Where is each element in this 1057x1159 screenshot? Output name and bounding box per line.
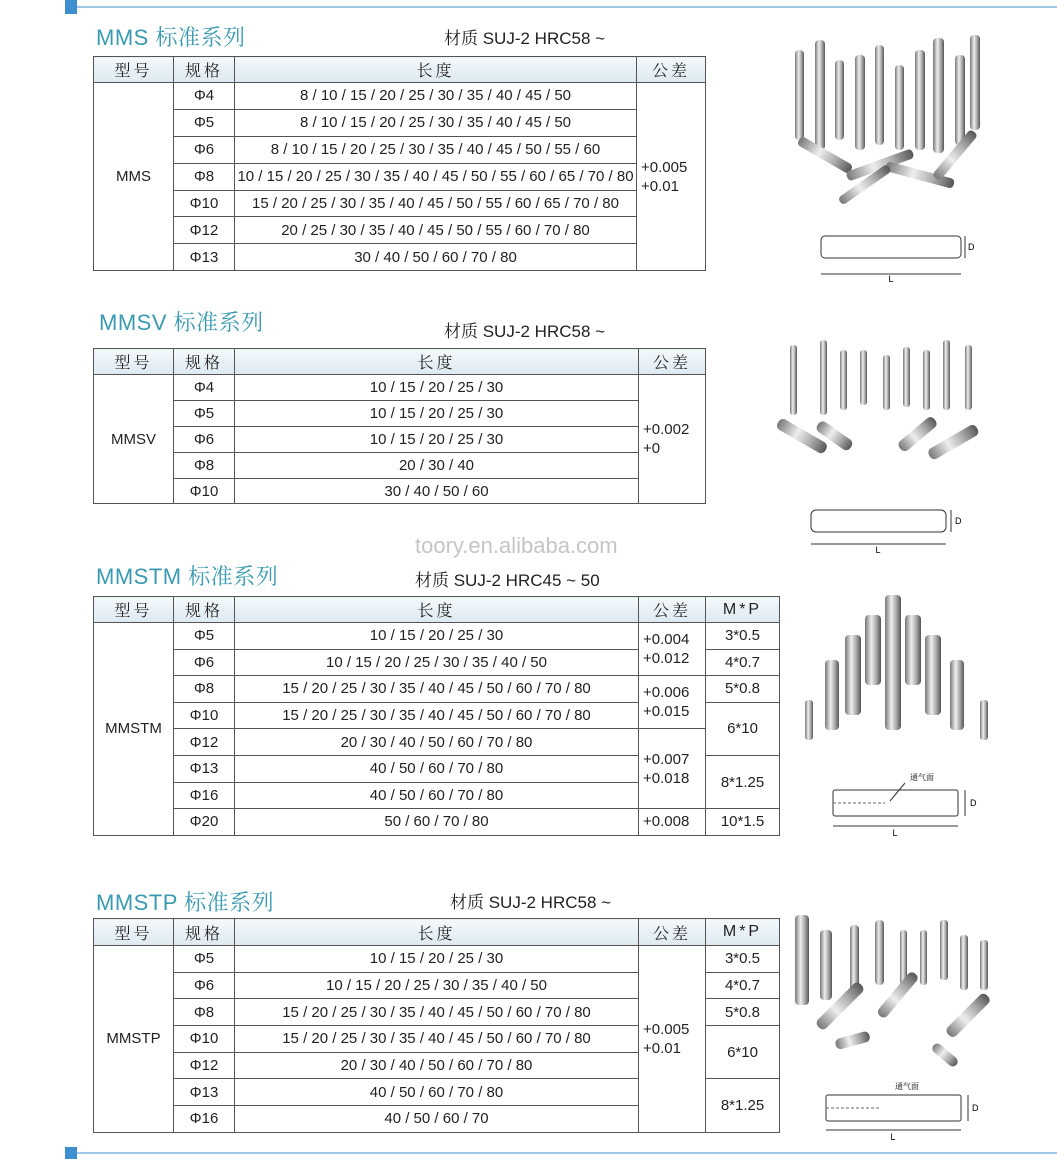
spec-cell: Φ5 xyxy=(174,400,235,426)
diameter-label: D xyxy=(968,242,975,252)
column-header-model: 型号 xyxy=(94,57,174,83)
column-header-tolerance: 公差 xyxy=(639,919,706,946)
length-label: L xyxy=(890,1132,896,1142)
spec-table-mmstp xyxy=(93,918,780,1133)
length-cell: 40 / 50 / 60 / 70 / 80 xyxy=(235,755,639,782)
length-cell: 8 / 10 / 15 / 20 / 25 / 30 / 35 / 40 / 45 / 50 xyxy=(235,109,637,136)
table-row xyxy=(94,478,706,504)
column-header-mp: M*P xyxy=(706,597,780,623)
table-row xyxy=(94,163,706,190)
table-header-row xyxy=(94,57,706,83)
tolerance-lower: +0.015 xyxy=(643,703,690,721)
footer-accent-bar xyxy=(65,1147,77,1159)
spec-cell: Φ10 xyxy=(174,190,235,217)
thread-mp-cell: 6*10 xyxy=(706,702,780,755)
length-label: L xyxy=(875,545,881,555)
table-header-row xyxy=(94,349,706,375)
tolerance-cell xyxy=(637,83,706,271)
table-row xyxy=(94,729,780,756)
length-cell: 40 / 50 / 60 / 70 / 80 xyxy=(235,782,639,809)
table-row xyxy=(94,676,780,703)
table-row xyxy=(94,400,706,426)
spec-cell: Φ8 xyxy=(174,163,235,190)
footer-divider xyxy=(77,1152,1057,1154)
length-cell: 20 / 25 / 30 / 35 / 40 / 45 / 50 / 55 / 60 / 70 / 80 xyxy=(235,217,637,244)
length-cell: 10 / 15 / 20 / 25 / 30 xyxy=(235,400,639,426)
spec-table-mms xyxy=(93,56,706,271)
thread-mp-cell: 4*0.7 xyxy=(706,649,780,676)
thread-mp-cell: 3*0.5 xyxy=(706,946,780,973)
spec-cell: Φ8 xyxy=(174,452,235,478)
thread-mp-cell: 6*10 xyxy=(706,1026,780,1079)
header-divider xyxy=(77,6,1057,8)
length-label: L xyxy=(888,274,894,284)
spec-cell: Φ10 xyxy=(174,478,235,504)
tolerance-upper: +0.005 xyxy=(641,158,688,176)
section-title-mmsv: MMSV 标准系列 xyxy=(99,310,264,335)
length-cell: 15 / 20 / 25 / 30 / 35 / 40 / 45 / 50 / 60 / 70 / 80 xyxy=(235,999,639,1026)
tolerance-lower: +0.018 xyxy=(643,769,690,787)
table-row xyxy=(94,109,706,136)
tolerance-cell xyxy=(639,375,706,504)
length-cell: 10 / 15 / 20 / 25 / 30 xyxy=(235,946,639,973)
table-header-row xyxy=(94,919,780,946)
table-row xyxy=(94,623,780,650)
column-header-model: 型号 xyxy=(94,597,174,623)
watermark: toory.en.alibaba.com xyxy=(415,533,618,558)
model-cell: MMSV xyxy=(94,375,174,504)
table-header-row xyxy=(94,597,780,623)
spec-cell: Φ6 xyxy=(174,426,235,452)
spec-table-mmsv xyxy=(93,348,706,504)
section-material-mms: 材质 SUJ-2 HRC58 ~ xyxy=(444,29,606,48)
tolerance-upper: +0.004 xyxy=(643,631,690,649)
table-row xyxy=(94,452,706,478)
mmstm-pins-photo xyxy=(805,590,995,750)
section-title-mms: MMS 标准系列 xyxy=(96,25,246,50)
spec-cell: Φ4 xyxy=(174,83,235,110)
spec-cell: Φ12 xyxy=(174,217,235,244)
column-header-length: 长度 xyxy=(235,57,637,83)
column-header-tolerance: 公差 xyxy=(637,57,706,83)
tolerance-lower: +0 xyxy=(643,440,661,458)
thread-mp-cell: 4*0.7 xyxy=(706,972,780,999)
model-cell: MMSTM xyxy=(94,623,174,836)
mmsv-pins-photo xyxy=(775,335,985,475)
mmsv-dimension-drawing xyxy=(805,500,975,555)
length-label: L xyxy=(892,828,898,838)
length-cell: 40 / 50 / 60 / 70 / 80 xyxy=(235,1079,639,1106)
spec-cell: Φ8 xyxy=(174,999,235,1026)
column-header-spec: 规格 xyxy=(174,57,235,83)
spec-cell: Φ13 xyxy=(174,244,235,271)
length-cell: 20 / 30 / 40 / 50 / 60 / 70 / 80 xyxy=(235,1052,639,1079)
mms-dimension-drawing xyxy=(815,230,975,285)
tolerance-lower: +0.01 xyxy=(641,177,679,195)
spec-cell: Φ13 xyxy=(174,1079,235,1106)
vent-label: 通气面 xyxy=(910,773,934,782)
length-cell: 15 / 20 / 25 / 30 / 35 / 40 / 45 / 50 / 60 / 70 / 80 xyxy=(235,676,639,703)
column-header-model: 型号 xyxy=(94,349,174,375)
table-row xyxy=(94,375,706,401)
tolerance-cell xyxy=(639,729,706,809)
column-header-length: 长度 xyxy=(235,597,639,623)
section-material-mmstp: 材质 SUJ-2 HRC58 ~ xyxy=(450,893,612,912)
thread-mp-cell: 10*1.5 xyxy=(706,809,780,836)
tolerance-cell xyxy=(639,623,706,676)
diameter-label: D xyxy=(972,1103,979,1113)
table-row xyxy=(94,217,706,244)
column-header-spec: 规格 xyxy=(174,349,235,375)
table-row xyxy=(94,190,706,217)
diameter-label: D xyxy=(955,516,962,526)
tolerance-upper: +0.007 xyxy=(643,750,690,768)
vent-label: 通气面 xyxy=(895,1082,919,1091)
spec-cell: Φ5 xyxy=(174,623,235,650)
thread-mp-cell: 5*0.8 xyxy=(706,676,780,703)
spec-cell: Φ12 xyxy=(174,729,235,756)
model-cell: MMS xyxy=(94,83,174,271)
mms-pins-photo xyxy=(775,30,995,215)
section-title-mmstm: MMSTM 标准系列 xyxy=(96,564,279,589)
length-cell: 10 / 15 / 20 / 25 / 30 xyxy=(235,426,639,452)
table-row xyxy=(94,426,706,452)
spec-cell: Φ6 xyxy=(174,136,235,163)
spec-cell: Φ12 xyxy=(174,1052,235,1079)
column-header-spec: 规格 xyxy=(174,919,235,946)
column-header-spec: 规格 xyxy=(174,597,235,623)
length-cell: 8 / 10 / 15 / 20 / 25 / 30 / 35 / 40 / 45 / 50 xyxy=(235,83,637,110)
spec-cell: Φ13 xyxy=(174,755,235,782)
spec-cell: Φ4 xyxy=(174,375,235,401)
thread-mp-cell: 5*0.8 xyxy=(706,999,780,1026)
length-cell: 15 / 20 / 25 / 30 / 35 / 40 / 45 / 50 / 60 / 70 / 80 xyxy=(235,702,639,729)
section-title-mmstp: MMSTP 标准系列 xyxy=(96,890,275,915)
column-header-length: 长度 xyxy=(235,349,639,375)
length-cell: 30 / 40 / 50 / 60 / 70 / 80 xyxy=(235,244,637,271)
spec-cell: Φ5 xyxy=(174,946,235,973)
length-cell: 20 / 30 / 40 xyxy=(235,452,639,478)
mmstp-dimension-drawing xyxy=(820,1077,990,1142)
length-cell: 10 / 15 / 20 / 25 / 30 xyxy=(235,375,639,401)
table-row xyxy=(94,946,780,973)
length-cell: 50 / 60 / 70 / 80 xyxy=(235,809,639,836)
tolerance-upper: +0.006 xyxy=(643,684,690,702)
spec-cell: Φ16 xyxy=(174,1106,235,1133)
thread-mp-cell: 3*0.5 xyxy=(706,623,780,650)
tolerance-upper: +0.005 xyxy=(643,1020,690,1038)
length-cell: 30 / 40 / 50 / 60 xyxy=(235,478,639,504)
model-cell: MMSTP xyxy=(94,946,174,1133)
mmstm-dimension-drawing xyxy=(825,768,995,838)
tolerance-cell xyxy=(639,676,706,729)
length-cell: 8 / 10 / 15 / 20 / 25 / 30 / 35 / 40 / 45 / 50 / 55 / 60 xyxy=(235,136,637,163)
column-header-mp: M*P xyxy=(706,919,780,946)
tolerance-upper: +0.008 xyxy=(643,813,690,831)
column-header-model: 型号 xyxy=(94,919,174,946)
spec-cell: Φ6 xyxy=(174,972,235,999)
table-row xyxy=(94,809,780,836)
length-cell: 10 / 15 / 20 / 25 / 30 / 35 / 40 / 50 xyxy=(235,972,639,999)
section-material-mmstm: 材质 SUJ-2 HRC45 ~ 50 xyxy=(415,571,600,590)
spec-cell: Φ8 xyxy=(174,676,235,703)
table-row xyxy=(94,136,706,163)
spec-cell: Φ20 xyxy=(174,809,235,836)
column-header-tolerance: 公差 xyxy=(639,349,706,375)
column-header-tolerance: 公差 xyxy=(639,597,706,623)
thread-mp-cell: 8*1.25 xyxy=(706,755,780,808)
spec-cell: Φ16 xyxy=(174,782,235,809)
length-cell: 40 / 50 / 60 / 70 xyxy=(235,1106,639,1133)
column-header-length: 长度 xyxy=(235,919,639,946)
thread-mp-cell: 8*1.25 xyxy=(706,1079,780,1132)
mmstp-pins-photo xyxy=(790,910,1005,1075)
diameter-label: D xyxy=(970,798,977,808)
table-row xyxy=(94,244,706,271)
length-cell: 10 / 15 / 20 / 25 / 30 / 35 / 40 / 45 / 50 / 55 / 60 / 65 / 70 / 80 xyxy=(235,163,637,190)
length-cell: 15 / 20 / 25 / 30 / 35 / 40 / 45 / 50 / 55 / 60 / 65 / 70 / 80 xyxy=(235,190,637,217)
tolerance-lower: +0.012 xyxy=(643,650,690,668)
table-row xyxy=(94,83,706,110)
spec-cell: Φ10 xyxy=(174,1026,235,1053)
tolerance-upper: +0.002 xyxy=(643,421,690,439)
spec-table-mmstm xyxy=(93,596,780,836)
spec-cell: Φ10 xyxy=(174,702,235,729)
length-cell: 10 / 15 / 20 / 25 / 30 / 35 / 40 / 50 xyxy=(235,649,639,676)
length-cell: 15 / 20 / 25 / 30 / 35 / 40 / 45 / 50 / 60 / 70 / 80 xyxy=(235,1026,639,1053)
tolerance-lower: +0.01 xyxy=(643,1039,681,1057)
spec-cell: Φ6 xyxy=(174,649,235,676)
length-cell: 10 / 15 / 20 / 25 / 30 xyxy=(235,623,639,650)
section-material-mmsv: 材质 SUJ-2 HRC58 ~ xyxy=(444,322,606,341)
header-accent-bar xyxy=(65,0,77,14)
spec-cell: Φ5 xyxy=(174,109,235,136)
tolerance-cell xyxy=(639,809,706,836)
tolerance-cell xyxy=(639,946,706,1133)
length-cell: 20 / 30 / 40 / 50 / 60 / 70 / 80 xyxy=(235,729,639,756)
